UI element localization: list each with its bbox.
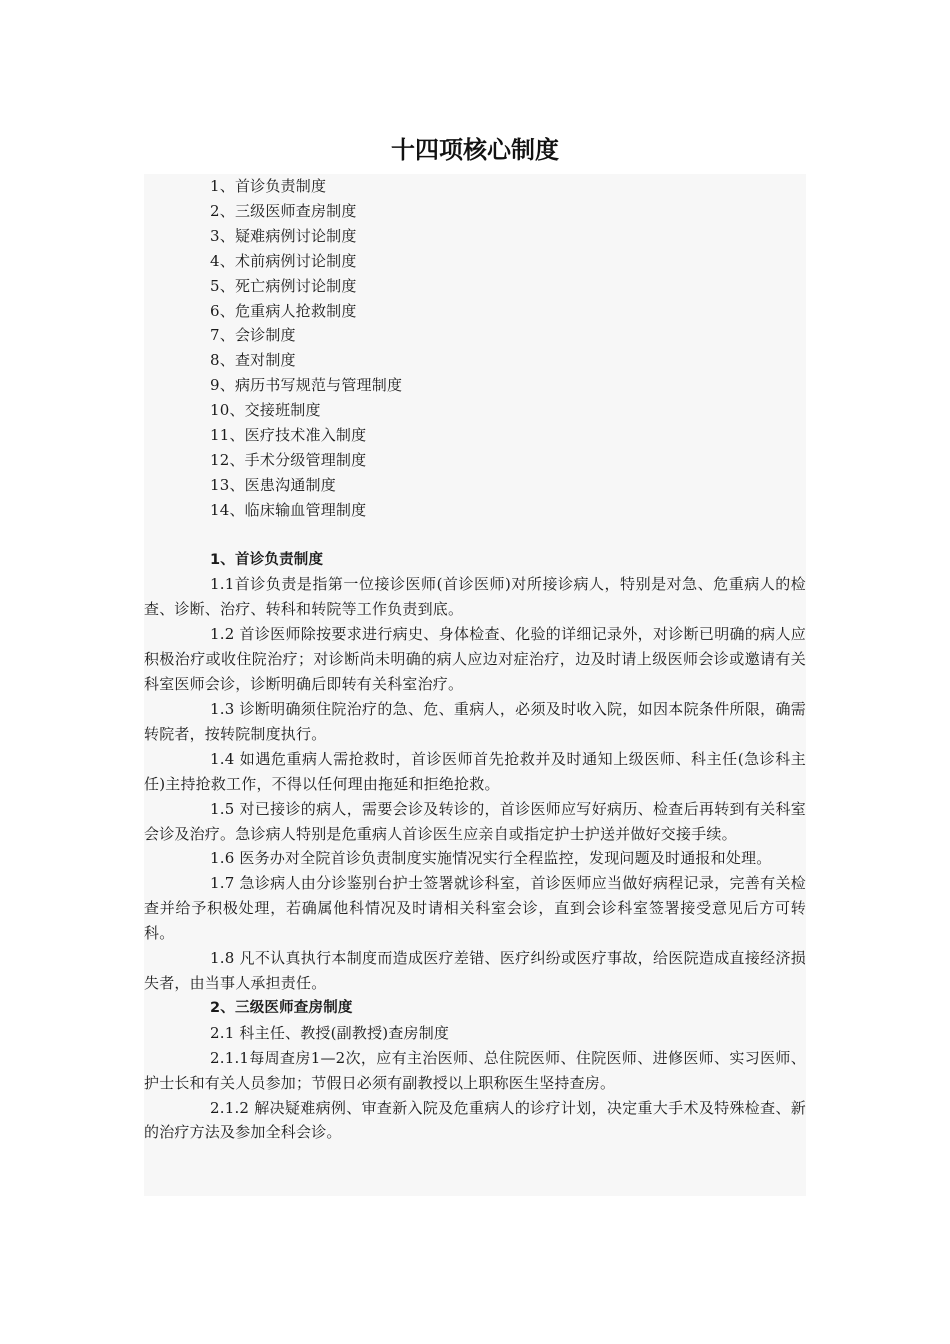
paragraph: 1.4 如遇危重病人需抢救时，首诊医师首先抢救并及时通知上级医师、科主任(急诊科主任)主持抢救工作，不得以任何理由拖延和拒绝抢救。	[144, 749, 806, 793]
document-body	[144, 174, 806, 1196]
toc-item: 10、交接班制度	[210, 401, 321, 420]
paragraph: 2.1.1每周查房1—2次，应有主治医师、总住院医师、住院医师、进修医师、实习医师、护士长和有关人员参加；节假日必须有副教授以上职称医生坚持查房。	[144, 1048, 806, 1092]
toc-item: 4、术前病例讨论制度	[210, 251, 357, 270]
toc-item: 2、三级医师查房制度	[210, 201, 357, 220]
toc-item: 5、死亡病例讨论制度	[210, 276, 357, 295]
paragraph: 1.8 凡不认真执行本制度而造成医疗差错、医疗纠纷或医疗事故，给医院造成直接经济损失者，由当事人承担责任。	[144, 949, 806, 992]
toc-item: 3、疑难病例讨论制度	[210, 226, 357, 245]
toc-item: 8、查对制度	[210, 351, 296, 370]
spacer	[144, 523, 806, 548]
subsection-heading: 2.1 科主任、教授(副教授)查房制度	[210, 1023, 450, 1042]
toc-item: 7、会诊制度	[210, 326, 296, 345]
paragraph: 1.7 急诊病人由分诊鉴别台护士签署就诊科室，首诊医师应当做好病程记录，完善有关检查并给予积极处理，若确属他科情况及时请相关科室会诊，直到会诊科室签署接受意见后方可转科。	[144, 874, 806, 943]
paragraph: 2.1.2 解决疑难病例、审查新入院及危重病人的诊疗计划，决定重大手术及特殊检查、新的治疗方法及参加全科会诊。	[144, 1098, 806, 1142]
toc-item: 13、医患沟通制度	[210, 475, 336, 494]
section-heading: 2、三级医师查房制度	[210, 999, 353, 1016]
page-title: 十四项核心制度	[391, 136, 559, 164]
toc-item: 1、首诊负责制度	[210, 177, 327, 195]
section-heading: 1、首诊负责制度	[210, 551, 324, 568]
toc-item: 6、危重病人抢救制度	[210, 301, 357, 320]
toc-item: 12、手术分级管理制度	[210, 450, 367, 469]
paragraph: 1.6 医务办对全院首诊负责制度实施情况实行全程监控，发现问题及时通报和处理。	[210, 849, 772, 868]
paragraph: 1.1首诊负责是指第一位接诊医师(首诊医师)对所接诊病人，特别是对急、危重病人的检查、诊断、治疗、转科和转院等工作负责到底。	[144, 575, 806, 619]
paragraph: 1.5 对已接诊的病人，需要会诊及转诊的，首诊医师应写好病历、检查后再转到有关科室会诊及治疗。急诊病人特别是危重病人首诊医生应亲自或指定护士护送并做好交接手续。	[144, 799, 806, 843]
toc-item: 9、病历书写规范与管理制度	[210, 376, 403, 395]
toc-item: 14、临床输血管理制度	[210, 500, 367, 519]
paragraph: 1.3 诊断明确须住院治疗的急、危、重病人，必须及时收入院，如因本院条件所限，确需转院者，按转院制度执行。	[144, 700, 806, 743]
toc-item: 11、医疗技术准入制度	[210, 426, 367, 445]
paragraph: 1.2 首诊医师除按要求进行病史、身体检查、化验的详细记录外，对诊断已明确的病人应积极治疗或收住院治疗；对诊断尚未明确的病人应边对症治疗，边及时请上级医师会诊或邀请有关科室医师会诊，诊断明确后即转有关科室治疗。	[144, 625, 806, 694]
